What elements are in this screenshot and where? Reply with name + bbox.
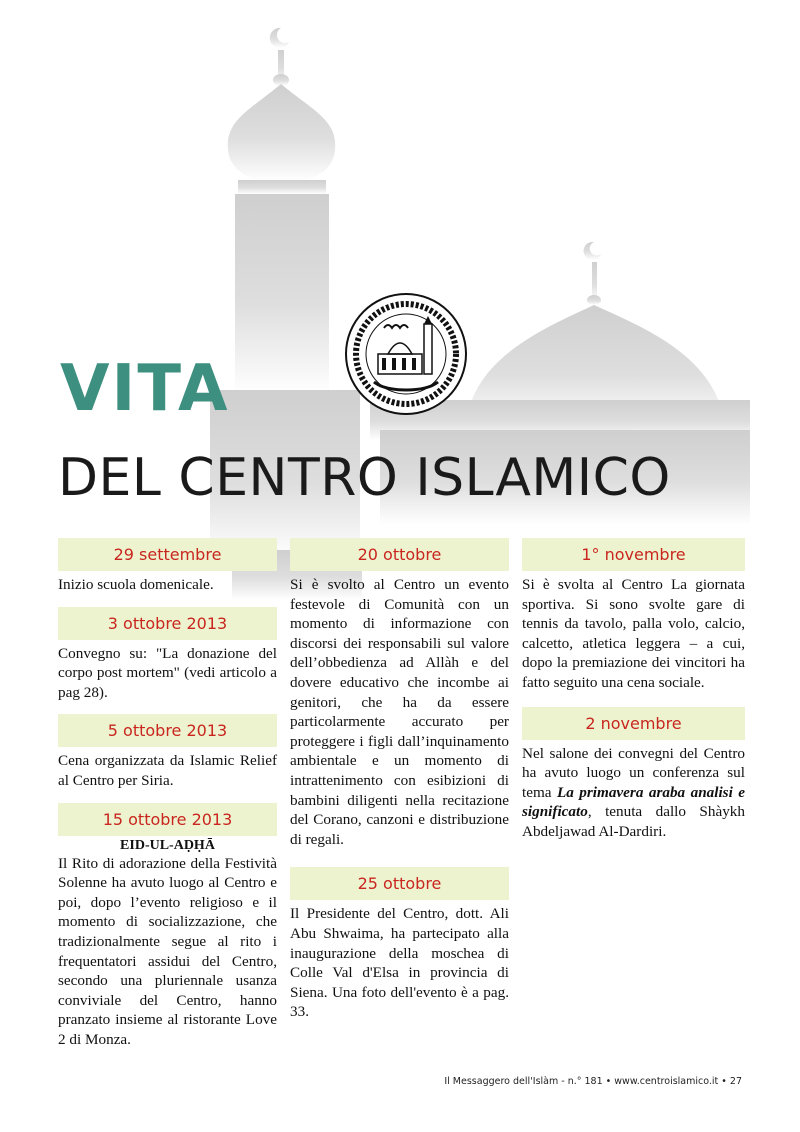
entry-text-emphasis: La primavera araba analisi e significato bbox=[522, 783, 745, 821]
page-footer: Il Messaggero dell'Islàm - n.° 181 • www.centroislamico.it • 27 bbox=[444, 1076, 742, 1087]
entry-text bbox=[522, 744, 745, 842]
entry-text: Si è svolto al Centro un evento festevole di Comunità con un momento di informazione con discorsi dei responsabili sul valore dell’obbedienza ad Allàh e del dovere educativo che incombe ai genitori, che ha da essere particolarmente accurato per proteggere i figli dall’inquinamento ambientale e un momento di intrattenimento con esibizioni di bambini diligenti nella recitazione del Corano, canzoni e distribuzione di regali. bbox=[290, 576, 509, 848]
entry-text: Inizio scuola domenicale. bbox=[58, 576, 214, 593]
entry-text: Il Rito di adorazione della Festività Solenne ha avuto luogo al Centro e poi, dopo l’evento religioso e il momento di socializzazione, che tradizionalmente segue al rito i frequentatori assidui del Centro, secondo una pluriennale usanza conviviale del Centro, hanno pranzato insieme al ristorante Love 2 di Monza. bbox=[58, 854, 277, 1048]
entry-text-start: Nel salone dei convegni del Centro ha avuto luogo un conferenza sul tema bbox=[522, 744, 745, 801]
column-1 bbox=[58, 538, 277, 1062]
entry-text-end: , tenuta dallo Shàykh Abdeljawad Al-Dardiri. bbox=[522, 803, 745, 840]
date-header: 25 ottobre bbox=[290, 867, 509, 900]
title-main: VITA bbox=[60, 352, 230, 426]
date-header: 1° novembre bbox=[522, 538, 745, 571]
date-header: 15 ottobre 2013 bbox=[58, 803, 277, 836]
date-header: 3 ottobre 2013 bbox=[58, 607, 277, 640]
entry-text: Cena organizzata da Islamic Relief al Centro per Siria. bbox=[58, 752, 277, 789]
column-3 bbox=[522, 538, 745, 854]
date-header: 5 ottobre 2013 bbox=[58, 714, 277, 747]
entry-subtitle: EID-UL-AḌḤĀ bbox=[120, 837, 215, 853]
date-header: 29 settembre bbox=[58, 538, 277, 571]
entry-text: Il Presidente del Centro, dott. Ali Abu Shwaima, ha partecipato alla inaugurazione della moschea di Colle Val d'Elsa in provincia di Siena. Una foto dell'evento è a pag. 33. bbox=[290, 905, 509, 1021]
entry-text: Si è svolta al Centro La giornata sportiva. Si sono svolte gare di tennis da tavolo, palla volo, calcio, calcetto, atletica leggera – a cui, dopo la premiazione dei vincitori ha fatto seguito una cena sociale. bbox=[522, 576, 745, 691]
column-2 bbox=[290, 538, 509, 1034]
date-header: 20 ottobre bbox=[290, 538, 509, 571]
title-subtitle: DEL CENTRO ISLAMICO bbox=[58, 448, 671, 508]
entry-text: Convegno su: "La donazione del corpo post mortem" (vedi articolo a pag 28). bbox=[58, 644, 277, 701]
date-header: 2 novembre bbox=[522, 707, 745, 740]
mosque-seal-icon bbox=[344, 292, 468, 416]
